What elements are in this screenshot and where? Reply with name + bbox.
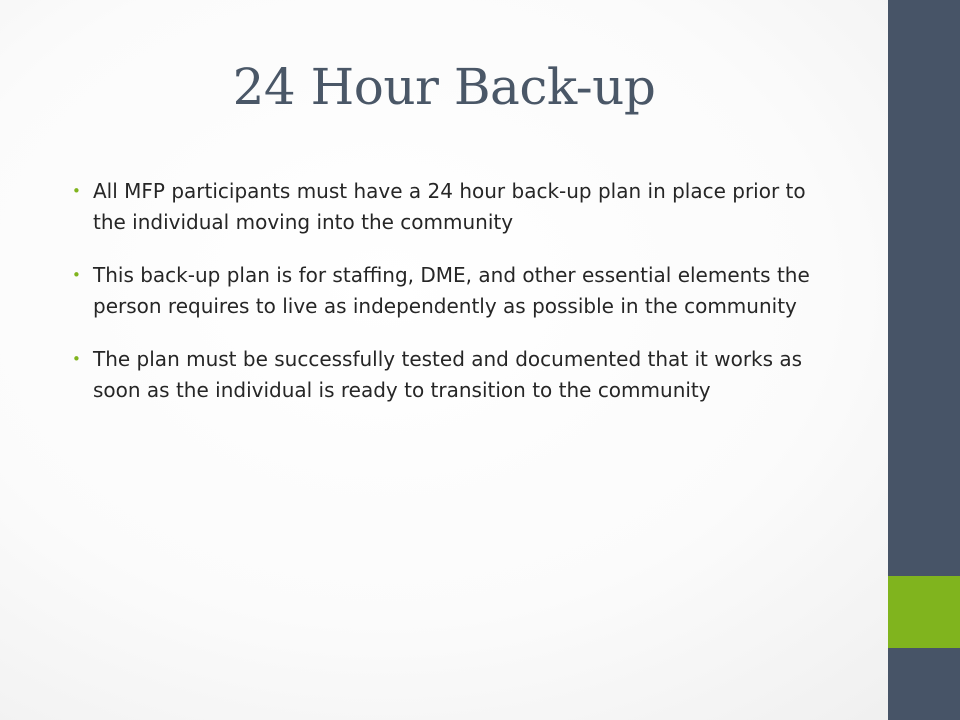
bullet-item (72, 344, 812, 406)
bullet-text: This back-up plan is for staffing, DME, and other essential elements the person requires to live as independently as possible in the community (93, 263, 810, 318)
bullet-text: All MFP participants must have a 24 hour back-up plan in place prior to the individual moving into the community (93, 179, 806, 234)
bullet-item (72, 176, 812, 238)
bullet-dot-icon: • (72, 350, 81, 368)
bullet-list (72, 176, 812, 428)
decorative-side-bar (888, 0, 960, 720)
bullet-dot-icon: • (72, 266, 81, 284)
bullet-text: The plan must be successfully tested and documented that it works as soon as the individual is ready to transition to the community (93, 347, 803, 402)
bullet-dot-icon: • (72, 182, 81, 200)
accent-square (888, 576, 960, 648)
bullet-item (72, 260, 812, 322)
slide-title: 24 Hour Back-up (232, 58, 656, 116)
